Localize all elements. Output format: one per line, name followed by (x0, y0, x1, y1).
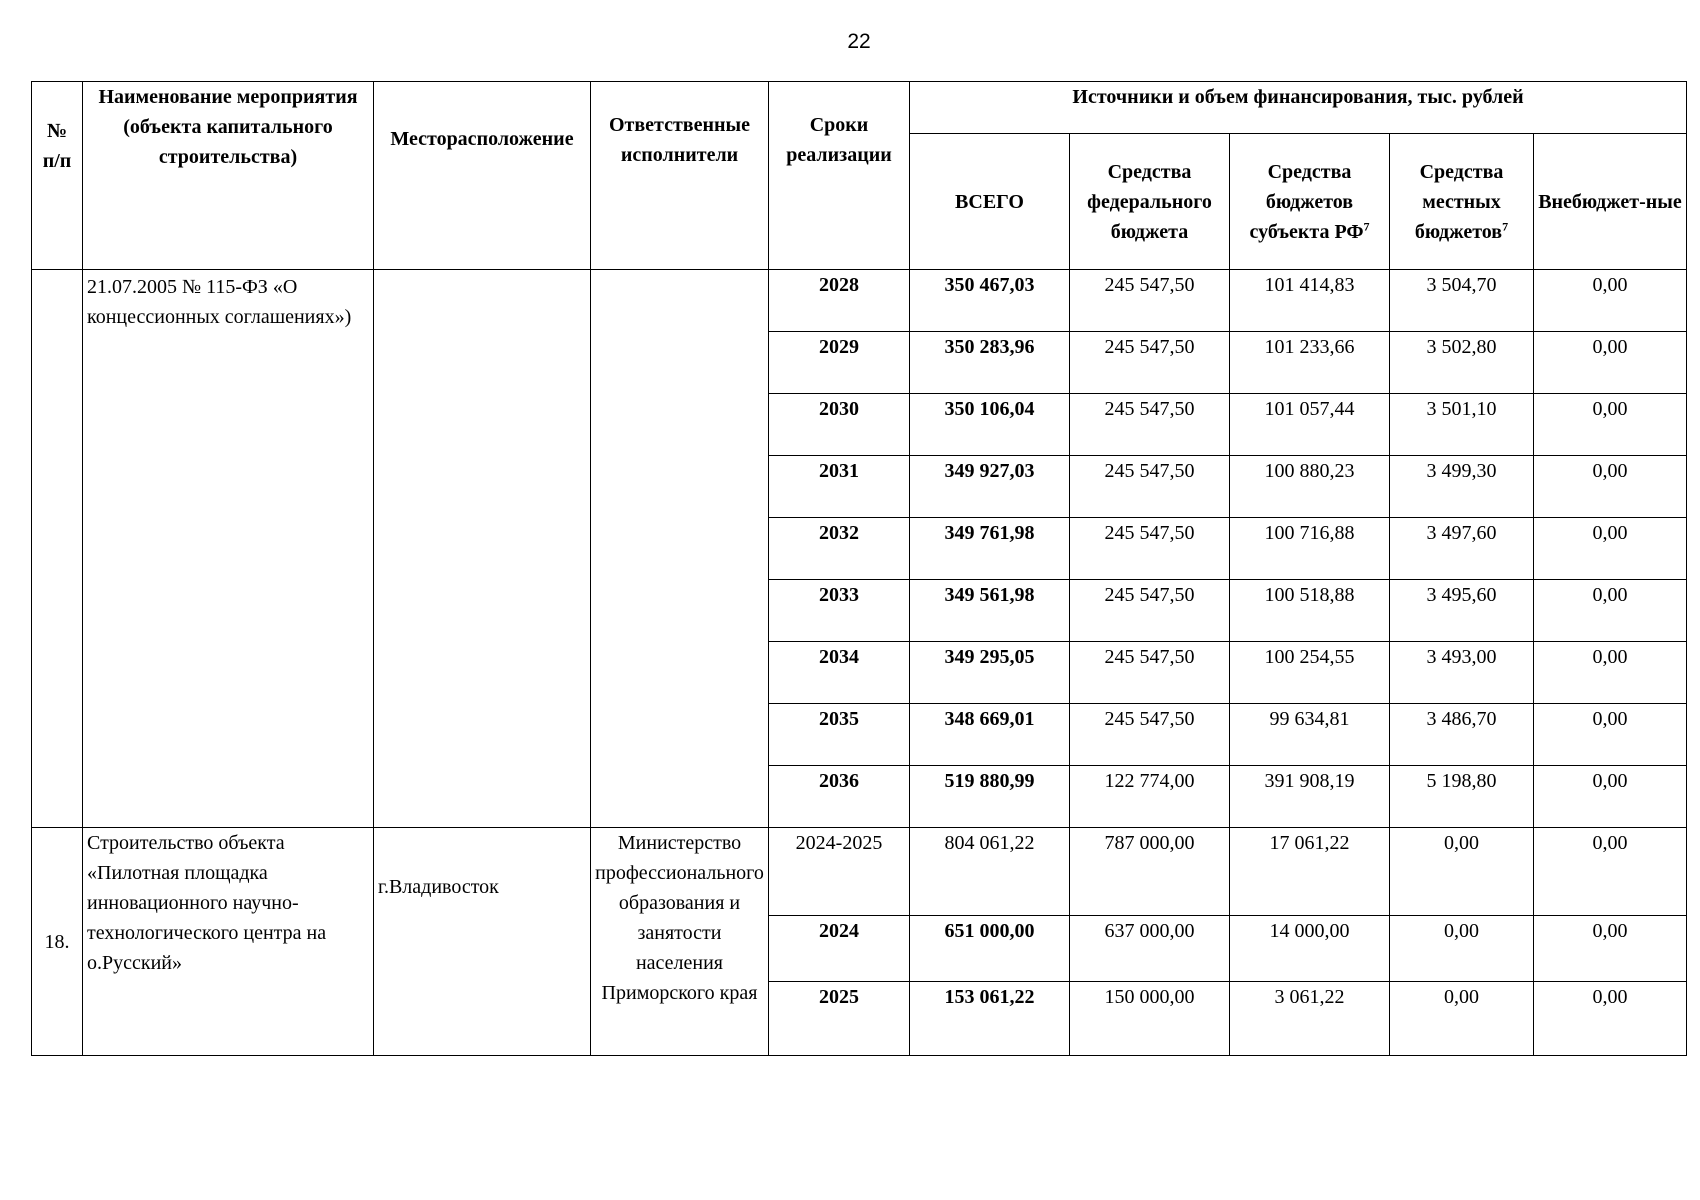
local-cell: 0,00 (1390, 916, 1534, 982)
regional-cell: 101 057,44 (1230, 394, 1390, 456)
local-cell: 3 502,80 (1390, 332, 1534, 394)
col-total-header: ВСЕГО (910, 134, 1070, 270)
federal-cell: 245 547,50 (1070, 270, 1230, 332)
total-cell: 349 295,05 (910, 642, 1070, 704)
total-cell: 348 669,01 (910, 704, 1070, 766)
page-number: 22 (847, 30, 871, 53)
extra-cell: 0,00 (1534, 580, 1687, 642)
extra-cell: 0,00 (1534, 642, 1687, 704)
local-cell: 3 501,10 (1390, 394, 1534, 456)
total-cell: 804 061,22 (910, 828, 1070, 916)
regional-cell: 100 254,55 (1230, 642, 1390, 704)
total-cell: 153 061,22 (910, 982, 1070, 1056)
extra-cell: 0,00 (1534, 916, 1687, 982)
total-cell: 519 880,99 (910, 766, 1070, 828)
total-cell: 349 761,98 (910, 518, 1070, 580)
local-cell: 3 499,30 (1390, 456, 1534, 518)
year-cell: 2036 (769, 766, 910, 828)
year-cell: 2031 (769, 456, 910, 518)
regional-cell: 99 634,81 (1230, 704, 1390, 766)
local-cell: 3 504,70 (1390, 270, 1534, 332)
extra-cell: 0,00 (1534, 982, 1687, 1056)
federal-cell: 245 547,50 (1070, 704, 1230, 766)
local-cell: 0,00 (1390, 982, 1534, 1056)
year-cell: 2024-2025 (769, 828, 910, 916)
col-timeline-header: Сроки реализации (769, 82, 910, 270)
item-number: 18. (32, 828, 83, 1056)
regional-cell: 3 061,22 (1230, 982, 1390, 1056)
local-cell: 3 495,60 (1390, 580, 1534, 642)
extra-cell: 0,00 (1534, 456, 1687, 518)
financing-table (31, 81, 1687, 1056)
continuation-responsible (591, 270, 769, 828)
local-cell: 3 493,00 (1390, 642, 1534, 704)
local-cell: 0,00 (1390, 828, 1534, 916)
regional-cell: 101 414,83 (1230, 270, 1390, 332)
regional-cell: 391 908,19 (1230, 766, 1390, 828)
item-responsible: Министерство профессионального образования и занятости населения Приморского края (591, 828, 769, 1056)
table-row (32, 270, 1687, 332)
col-federal-header: Средства федерального бюджета (1070, 134, 1230, 270)
col-regional-header: Средства бюджетов субъекта $РФ^7$ (1230, 134, 1390, 270)
extra-cell: 0,00 (1534, 332, 1687, 394)
total-cell: 350 467,03 (910, 270, 1070, 332)
col-location-header: Месторасположение (374, 82, 591, 270)
continuation-location (374, 270, 591, 828)
regional-cell: 101 233,66 (1230, 332, 1390, 394)
col-num-header: № п/п (32, 82, 83, 270)
year-cell: 2028 (769, 270, 910, 332)
total-cell: 349 561,98 (910, 580, 1070, 642)
year-cell: 2032 (769, 518, 910, 580)
total-cell: 651 000,00 (910, 916, 1070, 982)
federal-cell: 245 547,50 (1070, 456, 1230, 518)
extra-cell: 0,00 (1534, 828, 1687, 916)
col-name-header: Наименование мероприятия (объекта капитального строительства) (83, 82, 374, 270)
financing-group-header: Источники и объем финансирования, тыс. рублей (910, 82, 1687, 134)
federal-cell: 245 547,50 (1070, 580, 1230, 642)
year-cell: 2029 (769, 332, 910, 394)
regional-cell: 100 518,88 (1230, 580, 1390, 642)
extra-cell: 0,00 (1534, 270, 1687, 332)
col-local-header: Средства местных бюджетов$^7$ (1390, 134, 1534, 270)
item-name: Строительство объекта «Пилотная площадка инновационного научно-технологического центра на о.Русский» (83, 828, 374, 1056)
total-cell: 349 927,03 (910, 456, 1070, 518)
extra-cell: 0,00 (1534, 704, 1687, 766)
item-location: г.Владивосток (374, 828, 591, 1056)
year-cell: 2034 (769, 642, 910, 704)
extra-cell: 0,00 (1534, 394, 1687, 456)
federal-cell: 150 000,00 (1070, 982, 1230, 1056)
extra-cell: 0,00 (1534, 518, 1687, 580)
total-cell: 350 283,96 (910, 332, 1070, 394)
federal-cell: 245 547,50 (1070, 332, 1230, 394)
federal-cell: 637 000,00 (1070, 916, 1230, 982)
federal-cell: 245 547,50 (1070, 642, 1230, 704)
federal-cell: 245 547,50 (1070, 394, 1230, 456)
col-extra-header: Внебюджет-ные (1534, 134, 1687, 270)
regional-cell: 14 000,00 (1230, 916, 1390, 982)
federal-cell: 122 774,00 (1070, 766, 1230, 828)
federal-cell: 245 547,50 (1070, 518, 1230, 580)
year-cell: 2025 (769, 982, 910, 1056)
col-responsible-header: Ответственные исполнители (591, 82, 769, 270)
year-cell: 2024 (769, 916, 910, 982)
local-cell: 3 486,70 (1390, 704, 1534, 766)
extra-cell: 0,00 (1534, 766, 1687, 828)
row-num-cell (32, 270, 83, 828)
local-cell: 3 497,60 (1390, 518, 1534, 580)
regional-cell: 100 880,23 (1230, 456, 1390, 518)
continuation-name: 21.07.2005 № 115-ФЗ «О концессионных соглашениях») (83, 270, 374, 828)
table-row (32, 828, 1687, 916)
regional-cell: 100 716,88 (1230, 518, 1390, 580)
year-cell: 2035 (769, 704, 910, 766)
year-cell: 2033 (769, 580, 910, 642)
local-cell: 5 198,80 (1390, 766, 1534, 828)
regional-cell: 17 061,22 (1230, 828, 1390, 916)
year-cell: 2030 (769, 394, 910, 456)
federal-cell: 787 000,00 (1070, 828, 1230, 916)
total-cell: 350 106,04 (910, 394, 1070, 456)
